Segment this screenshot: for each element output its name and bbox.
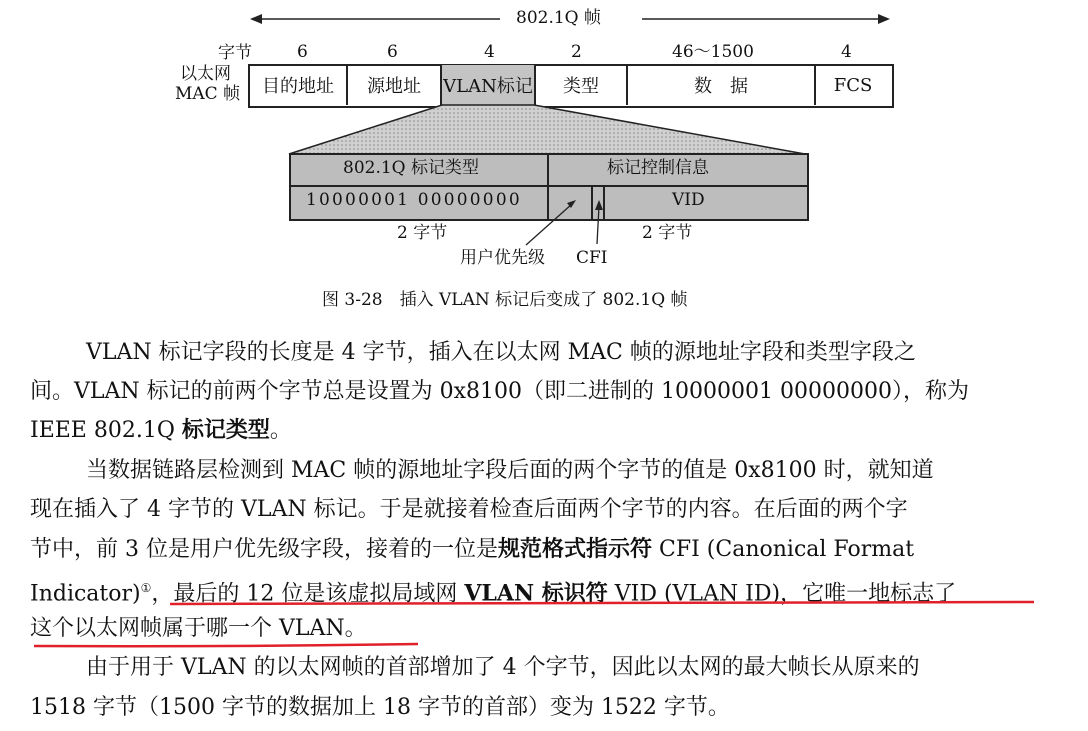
tag-expansion-shape <box>285 104 811 156</box>
paragraph-line <box>30 530 914 569</box>
paragraph-line: 由于用于 VLAN 的以太网帧的首部增加了 4 个字节，因此以太网的最大帧长从原来的 <box>86 655 920 680</box>
text-run: CFI (Canonical Format <box>652 537 915 562</box>
field-dest-address: 目的地址 <box>250 65 348 105</box>
term-vid: VLAN 标识符 <box>464 580 608 607</box>
paragraph-line <box>30 411 292 450</box>
tag-control-header: 标记控制信息 <box>607 158 709 178</box>
byte-count: 46～1500 <box>672 42 754 62</box>
bytes-row-label: 字节 <box>218 43 252 63</box>
tag-type-header: 802.1Q 标记类型 <box>343 158 480 178</box>
byte-count: 2 <box>571 42 582 62</box>
figure-caption: 图 3-28 插入 VLAN 标记后变成了 802.1Q 帧 <box>322 290 688 310</box>
tag-type-value: 10000001 00000000 <box>306 190 522 210</box>
cfi-label: CFI <box>576 248 608 268</box>
priority-label: 用户优先级 <box>460 248 545 268</box>
byte-count: 6 <box>387 42 398 62</box>
field-type: 类型 <box>536 65 628 105</box>
paragraph-line: 1518 字节（1500 字节的数据加上 18 字节的首部）变为 1522 字节。 <box>30 695 730 720</box>
field-vlan-tag: VLAN标记 <box>442 65 536 105</box>
frame-label-line2: MAC 帧 <box>175 84 241 104</box>
red-underline <box>0 595 1088 655</box>
byte-count: 4 <box>841 42 852 62</box>
term-tag-type: 标记类型 <box>181 417 270 443</box>
text-run: Indicator) <box>30 581 141 607</box>
field-data: 数 据 <box>628 65 816 105</box>
field-src-address: 源地址 <box>348 65 442 105</box>
vid-field: VID <box>672 190 705 210</box>
text-run: ，最后的 12 位是该虚拟局域网 <box>151 581 465 607</box>
text-run: VID (VLAN ID)，它唯一地标志了 <box>607 581 957 607</box>
paragraph-line: VLAN 标记字段的长度是 4 字节，插入在以太网 MAC 帧的源地址字段和类型字段之 <box>86 340 916 365</box>
frame-span-label: 802.1Q 帧 <box>516 8 602 28</box>
byte-count: 6 <box>297 42 308 62</box>
text-run: IEEE 802.1Q <box>30 418 182 443</box>
paragraph-line: 当数据链路层检测到 MAC 帧的源地址字段后面的两个字节的值是 0x8100 时，就知道 <box>86 458 934 483</box>
paragraph-line: 现在插入了 4 字节的 VLAN 标记。于是就接着检查后面两个字节的内容。在后面的两个字 <box>30 497 908 522</box>
frame-label-line1: 以太网 <box>180 64 231 84</box>
term-cfi: 规范格式指示符 <box>498 536 653 562</box>
tag-control-bytes: 2 字节 <box>642 223 693 243</box>
tag-type-bytes: 2 字节 <box>397 223 448 243</box>
field-pointers <box>520 190 620 250</box>
text-run: 。 <box>269 418 292 443</box>
paragraph-line: 这个以太网帧属于哪一个 VLAN。 <box>30 616 367 641</box>
paragraph-line: 间。VLAN 标记的前两个字节总是设置为 0x8100（即二进制的 10000001 00000000），称为 <box>30 379 969 404</box>
footnote-marker: ① <box>140 581 152 595</box>
field-fcs: FCS <box>833 74 873 96</box>
byte-count: 4 <box>484 42 495 62</box>
text-run: 节中，前 3 位是用户优先级字段，接着的一位是 <box>30 537 498 562</box>
